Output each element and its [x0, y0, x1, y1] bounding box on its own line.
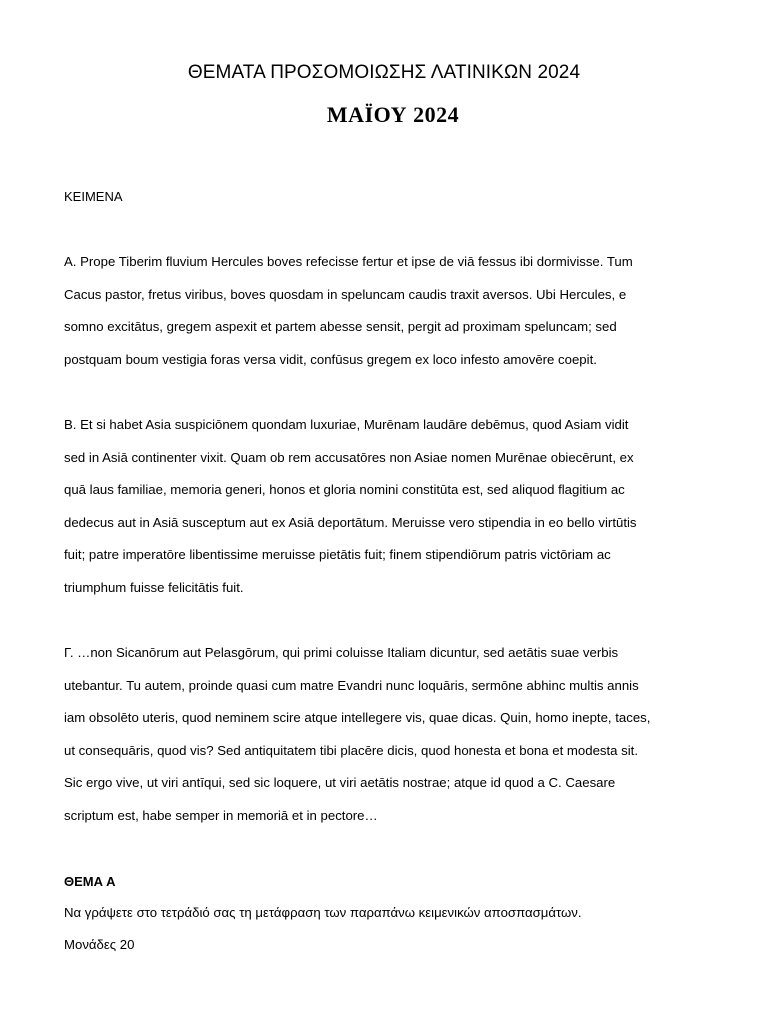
passage-line: quā laus familiae, memoria generi, honos et gloria nomini constitūta est, sed aliquod flagitium ac: [64, 482, 625, 498]
passage-line: utebantur. Tu autem, proinde quasi cum matre Evandri nunc loquāris, sermōne abhinc multis annis: [64, 677, 639, 693]
passage-line: iam obsolēto uteris, quod neminem scire atque intellegere vis, quae dicas. Quin, homo inepte, taces,: [64, 710, 651, 726]
passage-line: Cacus pastor, fretus viribus, boves quosdam in speluncam caudis traxit aversos. Ubi Hercules, e: [64, 286, 627, 302]
passage-g: [64, 637, 714, 833]
passage-line: postquam boum vestigia foras versa vidit, confūsus gregem ex loco infesto amovēre coepit.: [64, 351, 597, 367]
theme-a-instruction: Να γράψετε στο τετράδιό σας τη μετάφραση των παραπάνω κειμενικών αποσπασμάτων.: [64, 905, 582, 920]
passage-line: ut consequāris, quod vis? Sed antiquitatem tibi placēre dicis, quod honesta et bona et modesta sit.: [64, 742, 639, 758]
passage-line: triumphum fuisse felicitātis fuit.: [64, 579, 244, 595]
passage-a: [64, 246, 714, 376]
passage-b: [64, 409, 714, 605]
texts-section-label: ΚΕΙΜΕΝΑ: [64, 189, 123, 204]
page-title: ΘΕΜΑΤΑ ΠΡΟΣΟΜΟΙΩΣΗΣ ΛΑΤΙΝΙΚΩΝ 2024: [187, 62, 581, 83]
passage-line: A. Prope Tiberim fluvium Hercules boves refecisse fertur et ipse de viā fessus ibi dormivisse. Tum: [64, 254, 633, 269]
passage-line: Sic ergo vive, ut viri antīqui, sed sic loquere, ut viri aetātis nostrae; atque id quod a C. Caesare: [64, 775, 616, 791]
passage-line: Γ. …non Sicanōrum aut Pelasgōrum, qui primi coluisse Italiam dicuntur, sed aetātis suae verbis: [64, 645, 619, 660]
passage-line: B. Et si habet Asia suspiciōnem quondam luxuriae, Murēnam laudāre debēmus, quod Asiam vidit: [64, 417, 629, 432]
passage-line: scriptum est, habe semper in memoriā et in pectore…: [64, 807, 378, 823]
page-subtitle: ΜΑΪΟΥ 2024: [326, 102, 460, 127]
passage-line: fuit; patre imperatōre libentissime meruisse pietātis fuit; finem stipendiōrum patris victōriam ac: [64, 547, 611, 563]
theme-a-title: ΘΕΜΑ Α: [64, 874, 116, 889]
passage-line: sed in Asiā continenter vixit. Quam ob rem accusatōres non Asiae nomen Murēnae obiecērunt, ex: [64, 449, 634, 465]
passage-line: somno excitātus, gregem aspexit et partem abesse sensit, pergit ad proximam speluncam; sed: [64, 319, 617, 335]
passage-line: dedecus aut in Asiā susceptum aut ex Asiā deportātum. Meruisse vero stipendia in eo bello virtūtis: [64, 514, 637, 530]
theme-a-units: Μονάδες 20: [64, 937, 135, 952]
